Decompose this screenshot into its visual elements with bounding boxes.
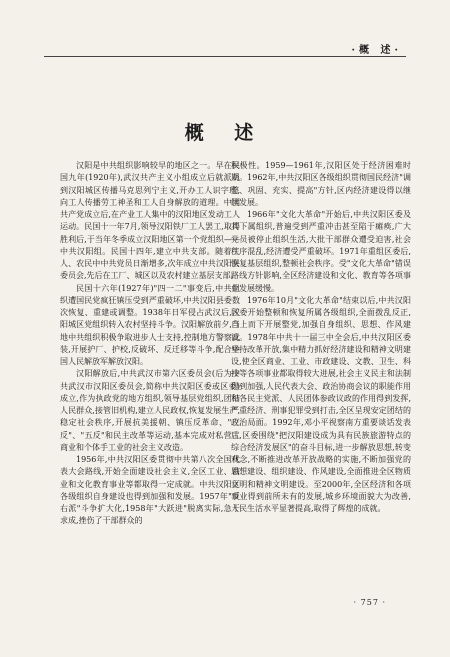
left-column xyxy=(60,160,240,528)
paragraph: 积极性。1959—1961年,汉阳区处于经济困难时期。1962年,中共汉阳区各级组织贯彻国民经济"调整、巩固、充实、提高"方针,区内经济建设得以继续发展。 xyxy=(231,161,411,207)
right-column xyxy=(231,160,411,515)
running-title: ·概 述· xyxy=(351,45,402,56)
paragraph: 汉阳解放后,中共武汉市第六区委员会(后为中共武汉市汉阳区委员会,简称中共汉阳区委或区委)成立,作为执政党的地方组织,领导基层党组织,团结人民群众,接管旧机构,建立人民政权,恢复发展生产,稳定社会秩序,开展抗美援朝、镇压反革命、"三反"、"五反"和民主改革等运动,基本完成对私营工商业和个体手工业的社会主义改造。 xyxy=(60,369,240,452)
paragraph: 汉阳是中共组织影响较早的地区之一。早在民国九年(1920年),武汉共产主义小组成立后就派员到汉阳城区传播马克思列宁主义,开办工人识字班,向工人传播劳工神圣和工人自身解放的道理。中国共产党成立后,在产业工人集中的汉阳地区发动工人运动。民国十一年7月,领导汉阳铁厂工人罢工,取得胜利后,于当年冬季成立汉阳地区第一个党组织——中共汉阳组。民国十四年,建立中共支部。随着工人、农民中中共党员日渐增多,次年成立中共汉阳县委员会,先后在工厂、城区以及农村建立基层支部。 xyxy=(60,161,240,281)
paragraph: 1976年10月"文化大革命"结束以后,中共汉阳区委开始整顿和恢复所属各级组织,全面拨乱反正,自上而下开展整党,加强自身组织、思想、作风建设。1978年中共十一届三中全会后,中共汉阳区委坚持改革开放,集中精力抓好经济建设和精神文明建设,使全区商业、工业、市政建设、文教、卫生、科技等各项事业都取得较大进展,社会主义民主和法制得到加强,人民代表大会、政治协商会议的职能作用和各民主党派、人民团体参政议政的作用得到发挥,严重经济、刑事犯罪受到打击,全区呈现安定团结的政治局面。1992年,邓小平视察南方重要谈话发表后,区委围绕"把汉阳建设成为具有民族旅游特点的综合经济发展区"的奋斗目标,进一步解放思想,转变观念,不断推进改革开放战略的实施,不断加强党的思想建设、组织建设、作风建设,全面推进全区物质文明和精神文明建设。至2000年,全区经济和各项事业得到前所未有的发展,城乡环境面貌大为改善,人民生活水平显著提高,取得了辉煌的成就。 xyxy=(231,295,411,513)
paragraph: 民国十六年(1927年)"四一二"事变后,中共组织遭国民党疯狂镇压受到严重破坏,中共汉阳县委数次恢复、重建或调整。1938年日军侵占武汉后,汉阳城区党组织转入农村坚持斗争。汉阳解放前夕,当地中共组织积极争取进步人士支持,控制地方警察武装,开展护厂、护校,反破坏、反迁移等斗争,配合中国人民解放军解放汉阳。 xyxy=(60,283,240,366)
paragraph: 1956年,中共汉阳区委贯彻中共第八次全国代表大会路线,开始全面建设社会主义,全区工业、商业和文化教育事业等都取得一定成就。中共汉阳区各级组织自身建设也得到加强和发展。1957年"反右派"斗争扩大化,1958年"大跃进"脱离实际,急于求成,挫伤了干部群众的 xyxy=(60,455,240,526)
running-header xyxy=(44,40,406,57)
paragraph: 1966年"文化大革命"开始后,中共汉阳区委及其下属组织,普遍受到严重冲击甚至陷于瘫痪,广大党员被停止组织生活,大批干部群众遭受迫害,社会秩序混乱,经济遭受严重破坏。1971年重组区委后,恢复基层组织,整顿社会秩序。受"文化大革命"错误路线方针影响,全区经济建设和文化、教育等各项事业发展缓慢。 xyxy=(231,210,411,293)
page-title: 概 述 xyxy=(184,122,266,144)
page-number: · 757 · xyxy=(353,598,386,607)
